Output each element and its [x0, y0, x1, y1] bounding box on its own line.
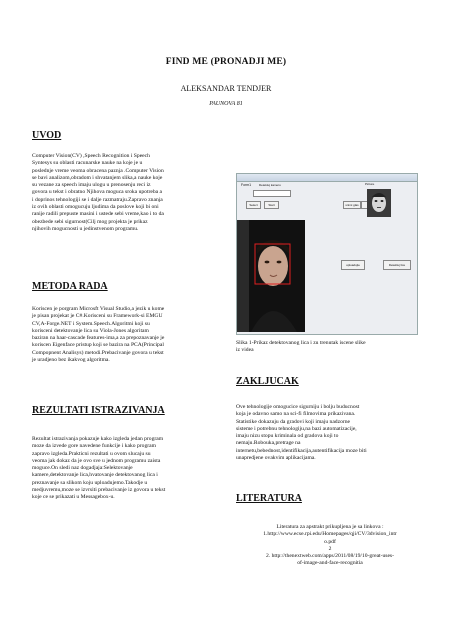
uvod-line: njihovih mogucnosti u jedinstvenom programu. — [32, 225, 139, 232]
uvod-line: ranije radili prepuste masini i ustede sebi vreme,kao i to da — [32, 211, 164, 218]
figure-upload-button: uploadujte — [341, 260, 365, 270]
uvod-line: i doprinos tehnologiji se i dalje razmatraju.Zapravo znanja — [32, 196, 163, 203]
metoda-body — [32, 306, 218, 364]
rezultati-line: veoma jak dokaz da je ovo sve u jednom programu zaista — [32, 457, 161, 464]
rezultati-body — [32, 436, 218, 502]
metoda-line: korisceni detektovanje lica su Viola-Jones algoritam — [32, 327, 149, 334]
zakljucak-line: Statistike dokazuju da gradovi koji imaju nadzorne — [236, 418, 351, 425]
author-name: ALEKSANDAR TENDJER — [180, 84, 272, 93]
figure-camera-frame — [237, 220, 305, 332]
zakljucak-line: Ove tehnologije omogucice sigurniju i bolju buducnost — [236, 404, 360, 410]
section-heading-uvod: UVOD — [32, 130, 62, 141]
uvod-body — [32, 153, 218, 233]
figure-select-button: Select — [246, 201, 261, 209]
figure-detect-button: Detektuj lice — [383, 260, 411, 270]
figure-voice-button: snimi glas — [343, 201, 361, 209]
literatura-line: Literatura za apstrakt prikupljena je sa linkova : — [276, 524, 384, 530]
rezultati-line: kamere,detektovanje lica,hvatovanje detektovanog lica i — [32, 472, 158, 479]
uvod-line: obezbede sebi sigurnost(Cilj mog projekta je prikaz — [32, 218, 148, 225]
uvod-line: su vezane za speech imaju ulogu u prenosenju reci iz — [32, 182, 151, 189]
rezultati-line: moguce.On sledi naz dogadjaja:Selektovanje — [32, 465, 133, 472]
metoda-line: Compopnent Analisys) metodi.Prebacivanje govora u tekst — [32, 349, 164, 356]
figure-caption — [236, 340, 424, 355]
section-heading-literatura: LITERATURA — [236, 493, 302, 504]
rezultati-line: preznavanje sa slikom koju uploadujemo.Takodje u — [32, 479, 148, 486]
literatura-line: of-image-and-face-recognitia — [297, 560, 363, 567]
paper-title: FIND ME (PRONADJI ME) — [165, 57, 287, 67]
figure-camera-dropdown — [253, 190, 291, 197]
caption-line: iz videa — [236, 347, 254, 354]
section-heading-metoda: METODA RADA — [32, 281, 108, 292]
zakljucak-line: sisteme i potrebnu tehnologiju,na bazi automatizacije, — [236, 425, 357, 432]
metoda-line: je uradjeno bez ikakvog algoritma. — [32, 357, 110, 364]
author-address: PAUNOVA 81 — [209, 101, 243, 107]
metoda-line: Koriscen je porgram Microsft Visual Studio,a jezik u kome — [32, 306, 165, 312]
literatura-body — [236, 524, 424, 568]
figure-preview-label: Picture — [365, 182, 375, 186]
rezultati-line: moze da izvede gore navedene funkcije i kako program — [32, 443, 156, 450]
metoda-line: koriscen Eigenface pristup koji se bazira na PCA(Principal — [32, 342, 164, 349]
rezultati-line: koje ce se prikazati u Messagebox-u. — [32, 494, 115, 501]
caption-line: Slika 1-Prikaz detektovanog lica i zu trenutak iscene slike — [236, 340, 366, 346]
figure-window-title: Form1 — [241, 183, 252, 187]
uvod-line: iz ovih oblasti omogucuju ljudima da poslove koji bi oni — [32, 204, 159, 211]
zakljucak-line: nemaju.Robouka,pretrage na — [236, 440, 301, 447]
zakljucak-line: unapredjene ovakvim aplikacijama. — [236, 455, 316, 462]
figure-start-button: Start — [264, 201, 279, 209]
zakljucak-body — [236, 404, 424, 462]
literatura-line: o.pdf — [324, 538, 336, 545]
figure-app-screenshot — [236, 173, 418, 335]
uvod-line: se bavi analizom,obradom i shvatanjem slika,a nauke koje — [32, 174, 163, 181]
literatura-line: 2. http://thenextweb.com/apps/2011/08/19/10-great-uses- — [266, 553, 394, 560]
zakljucak-line: koja je odavno samo na sci-fi filmovima prikazivana. — [236, 411, 356, 418]
rezultati-line: zapravo izgleda.Prakticni rezultati u ovom slucaju su — [32, 450, 151, 457]
uvod-line: Computer Vision(CV) ,Speech Recognition i Speech — [32, 153, 150, 159]
metoda-line: CV,A-Forge.NET i System.Speech.Algoritmi koji su — [32, 320, 150, 327]
metoda-line: je pisan projekat je C#.Korisceni su Framework-si EMGU — [32, 313, 163, 320]
uvod-line: govora u tekst i obratno Njihova moguca sroka upotreba a — [32, 189, 163, 196]
literatura-line: 2 — [328, 545, 332, 552]
uvod-line: Syntesys su oblasti racunarske nauke na koje je u — [32, 160, 143, 167]
literatura-line: 1.http://www.ecse.rpi.edu/Homepages/qji/CV/3dvision_intr — [263, 531, 397, 538]
metoda-line: baziran na haar-cascade features-ima,a za prepoznavanje je — [32, 335, 165, 342]
rezultati-line: medjuvremu,moze se izvrsiti prebacivanje iz govora u tekst — [32, 487, 166, 494]
uvod-line: poslednje vreme veoma obracena paznja .Computer Vision — [32, 167, 164, 174]
section-heading-rezultati: REZULTATI ISTRAZIVANJA — [32, 405, 165, 416]
rezultati-line: Rezultat istrazivanja pokazuje kako izgleda jedan program — [32, 436, 164, 442]
zakljucak-line: imaju nizu stopu kriminala od gradova koji to — [236, 433, 339, 440]
zakljucak-line: internetu,bebednost,identifikacija,autentifikacija moze biti — [236, 447, 367, 454]
figure-select-label: Detektuj kameru — [259, 183, 281, 187]
section-heading-zakljucak: ZAKLJUCAK — [236, 376, 299, 387]
figure-face-preview — [367, 189, 391, 217]
